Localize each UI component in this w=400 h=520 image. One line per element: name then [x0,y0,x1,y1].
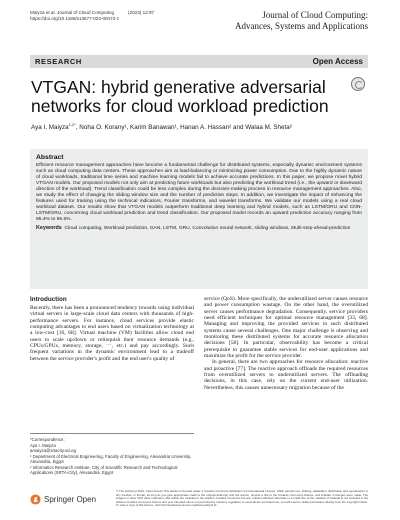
journal-name-line2: Advances, Systems and Applications [235,21,368,31]
other-authors: , Noha O. Korany¹, Karim Banawan¹, Hanan A. Hassan² and Walaa M. Sheta² [75,124,292,132]
abstract-heading: Abstract [36,154,64,161]
open-access-label: Open Access [312,56,363,66]
affiliation-2: ² Informatics Research Institute, City of Scientific Research and Technological Applications (SRTA-City), Alexandria, Egypt [30,464,178,475]
journal-name [188,10,368,32]
license-text: © The Author(s) 2023. Open Access This article is licensed under a Creative Commons Attribution 4.0 International License, which permits use, sharing, adaptation, distribution and reproduction in any medium or format, as long as you give appropriate credit to the original author(s) and the source, provide a link to the Creative Commons licence, and indicate if changes were made. The images or other third party material in this article are included in the article's Creative Commons licence, unless indicated otherwise in a credit line to the material. If material is not included in the article's Creative Commons licence and your intended use is not permitted by statutory regulation or exceeds the permitted use, you will need to obtain permission directly from the copyright holder. To view a copy of this licence, visit http://creativecommons.org/licenses/by/4.0/. [116,489,368,508]
correspondence-name: Aya I. Maiyza [30,442,56,448]
article-type-banner [30,55,368,68]
publisher-name: Springer Open [44,494,97,504]
author-list [31,121,371,132]
keywords-label: Keywords [36,225,62,232]
introduction-paragraph-continued: service (QoS). More specifically, the underutilized server causes resource and power consumption wastage. On the other hand, the overutilized server causes performance degradation. Consequently, service providers need efficient techniques for optimal resource management [33, 68]. Managing and improving the provided services in such distributed systems cause several challenges. One major challenge is observing and monitoring these distributed systems for accurate resource allocation decisions [58]. In particular, observability has become a critical prerequisite to guarantee stable services for end-user applications and maximize the profit for the service provider. [204,296,368,360]
article-title: VTGAN: hybrid generative adversarial networks for cloud workload prediction [31,77,329,116]
introduction-heading: Introduction [30,296,67,303]
affiliation-1: ¹ Department of Electrical Engineering, Faculty of Engineering, Alexandria University, Alexandria, Egypt [30,453,192,464]
citation-header [30,10,154,22]
section-label: RESEARCH [35,57,82,66]
correspondence-email[interactable]: amaiyza@srtacity.sci.eg [30,448,77,453]
springer-horse-icon [30,494,41,505]
first-author[interactable]: Aya I. Maiyza [31,124,69,132]
abstract-text: Efficient resource management approaches have become a fundamental challenge for distributed systems, especially dynamic environment systems such as cloud computing data centers. These approaches aim at load-balancing or minimizing power consumption. Due to the highly dynamic nature of cloud workloads, traditional time series and machine learning models fail to achieve accurate predictions. In this paper, we propose novel hybrid VTGAN models. Our proposed models not only aim at predicting future workloads but also predicting the workload trend (i.e., the upward or downward direction of the workload). Trend classification could be less complex during the decision-making process in resource management approaches. Also, we study the effect of changing the sliding window size and the number of prediction steps. In addition, we investigate the impact of enhancing the features used for training using the technical indicators, Fourier transforms, and wavelet transforms. We validate our models using a real cloud workload dataset. Our results show that VTGAN models outperform traditional deep learning and hybrid models, such as LSTM/GRU and CNN-LSTM/GRU, concerning cloud workload prediction and trend classification. Our proposed model records an upward prediction accuracy ranging from 95.4% to 96.6%. [36,163,362,223]
keywords-line [36,225,362,232]
doi-link[interactable]: https://doi.org/10.1186/s13677-023-00473-z [30,16,120,21]
introduction-paragraph-2: In general, there are two approaches for resource allocation: reactive and proactive [77]. The reactive approach offloads the required resources from overutilized servers to underutilized servers. The offloading decisions, in this case, rely on the current end-user utilization. Nevertheless, this causes unnecessary migration because of the [204,359,368,391]
left-column [30,296,194,362]
footnotes [30,433,194,476]
abstract-box [30,149,368,289]
citation-line: Maiyza et al. Journal of Cloud Computing [30,10,115,15]
citation-year: (2023) 12:97 [128,10,155,15]
check-for-updates-icon[interactable] [351,77,365,91]
first-author-affiliation: 1,2* [68,122,76,127]
springer-open-logo [30,492,110,506]
introduction-paragraph: Recently, there has been a pronounced tendency towards using individual virtual servers in large-scale cloud data centers with thousands of high-performance servers. For instance, cloud services provide elastic computing advantages to end users based on virtualization technology at a low-cost [16, 68]. Virtual machine (VM) facilities allow cloud end users to scale up/down or relinquish their resource demands (e.g., CPUs/GPUs, memory, storage, ⋯, etc.) and pay accordingly. Such frequent variations in the dynamic environment lead to a tradeoff between the service provider's profit and the end user's quality of [30,305,194,362]
correspondence-label: *Correspondence: [30,437,65,442]
keywords-text: Cloud computing, Workload prediction, GAN, LSTM, GRU, Convolution neural network, sliding windows, Multi-step-ahead-prediction [64,226,351,232]
journal-name-line1: Journal of Cloud Computing: [262,10,368,20]
right-column [204,296,368,391]
